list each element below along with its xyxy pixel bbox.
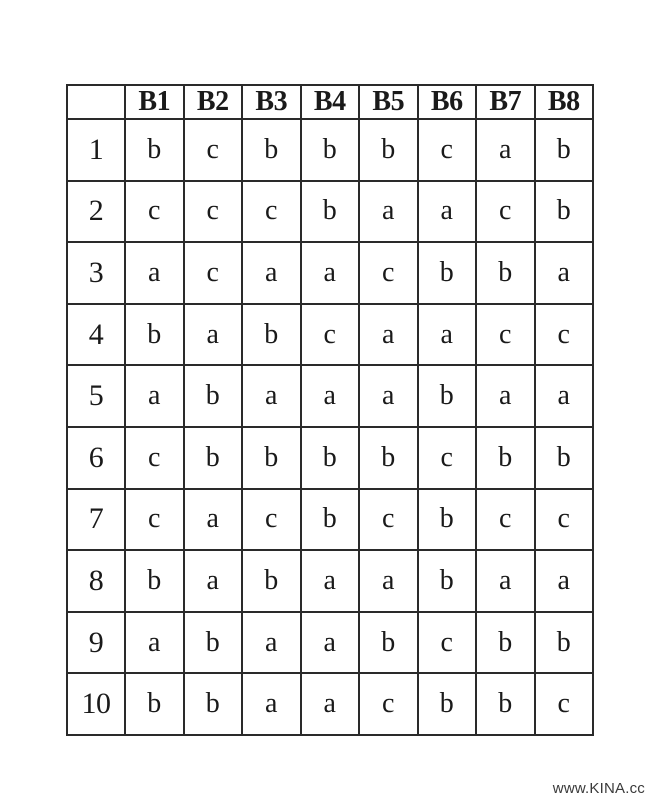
table-cell: b [476,673,535,735]
table-cell: c [301,304,360,366]
table-cell: b [359,427,418,489]
table-cell: c [359,673,418,735]
table-cell: b [418,550,477,612]
header-row [67,85,593,119]
table-cell: c [418,427,477,489]
table-cell: b [125,550,184,612]
table-cell: a [301,365,360,427]
table-cell: c [476,304,535,366]
row-label: 8 [67,550,125,612]
table-cell: c [535,489,594,551]
table-cell: b [184,365,243,427]
table-cell: c [242,489,301,551]
table-cell: a [359,304,418,366]
row-label: 1 [67,119,125,181]
table-cell: b [242,427,301,489]
table-row [67,612,593,674]
table-cell: b [184,612,243,674]
table-cell: c [125,427,184,489]
table-cell: c [184,119,243,181]
table-cell: a [418,181,477,243]
table-cell: a [301,242,360,304]
table-cell: c [125,489,184,551]
table-cell: b [476,242,535,304]
table-row [67,304,593,366]
row-label: 4 [67,304,125,366]
column-header-b1: B1 [125,85,184,119]
table-cell: a [301,673,360,735]
column-header-b6: B6 [418,85,477,119]
table-cell: a [359,181,418,243]
row-label: 10 [67,673,125,735]
table-cell: b [359,612,418,674]
row-label: 7 [67,489,125,551]
table-cell: a [301,550,360,612]
table-cell: a [418,304,477,366]
table-cell: a [535,365,594,427]
table-row [67,119,593,181]
table-cell: c [359,489,418,551]
table-row [67,181,593,243]
table-cell: c [125,181,184,243]
table-cell: a [125,242,184,304]
row-label: 9 [67,612,125,674]
corner-cell [67,85,125,119]
column-header-b3: B3 [242,85,301,119]
table-cell: a [184,304,243,366]
table-row [67,242,593,304]
table-cell: b [535,181,594,243]
table-cell: a [184,550,243,612]
column-header-b7: B7 [476,85,535,119]
table-cell: b [301,181,360,243]
table-cell: a [125,612,184,674]
table-cell: a [242,242,301,304]
table-cell: a [184,489,243,551]
row-label: 6 [67,427,125,489]
table-cell: a [359,365,418,427]
table-cell: b [476,612,535,674]
table-cell: c [359,242,418,304]
table-cell: a [535,550,594,612]
table-cell: b [301,489,360,551]
table-cell: b [301,119,360,181]
table-cell: c [535,673,594,735]
table-cell: c [242,181,301,243]
table-cell: a [476,119,535,181]
table-cell: b [359,119,418,181]
table-cell: b [535,612,594,674]
table-cell: b [535,427,594,489]
table-cell: b [184,427,243,489]
table-cell: c [476,181,535,243]
row-label: 5 [67,365,125,427]
table-row [67,550,593,612]
table-cell: a [476,365,535,427]
row-label: 3 [67,242,125,304]
table-cell: b [476,427,535,489]
table-cell: c [184,181,243,243]
table-row [67,365,593,427]
table-cell: b [418,673,477,735]
table-cell: b [125,673,184,735]
column-header-b4: B4 [301,85,360,119]
table-cell: c [476,489,535,551]
table-cell: b [242,304,301,366]
table-body [67,119,593,735]
table-cell: a [125,365,184,427]
answer-table [66,84,594,736]
table-cell: c [184,242,243,304]
table-cell: b [242,119,301,181]
table-cell: b [125,119,184,181]
table-cell: b [418,365,477,427]
table-cell: a [242,365,301,427]
table-cell: b [242,550,301,612]
table-cell: b [535,119,594,181]
table-cell: a [242,673,301,735]
table-row [67,489,593,551]
table-cell: a [301,612,360,674]
column-header-b5: B5 [359,85,418,119]
table-cell: c [418,612,477,674]
table-cell: b [301,427,360,489]
row-label: 2 [67,181,125,243]
table-cell: c [535,304,594,366]
table-cell: a [242,612,301,674]
table-cell: a [535,242,594,304]
table-cell: b [418,242,477,304]
table-cell: c [418,119,477,181]
table-cell: b [418,489,477,551]
table-cell: b [125,304,184,366]
watermark: www.KINA.cc [552,780,645,797]
table-row [67,427,593,489]
table-cell: a [359,550,418,612]
table-cell: b [184,673,243,735]
table-row [67,673,593,735]
table-cell: a [476,550,535,612]
column-header-b8: B8 [535,85,594,119]
column-header-b2: B2 [184,85,243,119]
